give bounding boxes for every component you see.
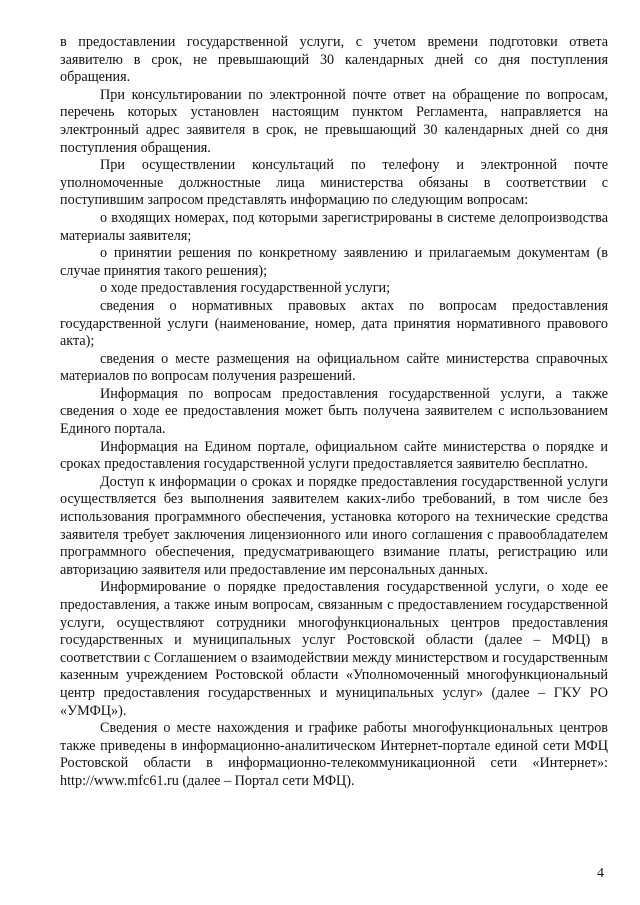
paragraph-email-consultation: При консультировании по электронной почте ответ на обращение по вопросам, перечень которых установлен настоящим пунктом Регламента, направляется на электронный адрес заявителя в срок, не превышающий 30 календарных дней со дня поступления обращения.: [60, 86, 608, 156]
document-page: [60, 34, 608, 791]
page-number: 4: [597, 866, 604, 881]
paragraph-phone-email-duties: При осуществлении консультаций по телефону и электронной почте уполномоченные должностные лица министерства обязаны в соответствии с поступившим запросом представлять информацию по следующим вопросам:: [60, 157, 608, 209]
paragraph-unified-portal: Информация по вопросам предоставления государственной услуги, а также сведения о ходе ее предоставления может быть получена заявителем с использованием Единого портала.: [60, 385, 608, 438]
list-item-reference-materials: сведения о месте размещения на официальном сайте министерства справочных материалов по вопросам получения разрешений.: [60, 350, 608, 385]
list-item-incoming-numbers: о входящих номерах, под которыми зарегистрированы в системе делопроизводства материалы заявителя;: [60, 209, 608, 244]
list-item-normative-acts: сведения о нормативных правовых актах по вопросам предоставления государственной услуги (наименование, номер, дата принятия нормативного правового акта);: [60, 297, 608, 350]
paragraph-mfc-informing: Информирование о порядке предоставления государственной услуги, о ходе ее предоставления, а также иным вопросам, связанным с предоставлением государственной услуги, осуществляют сотрудники многофункциональных центров предоставления государственных и муниципальных услуг Ростовской области (далее – МФЦ) в соответствии с Соглашением о взаимодействии между министерством и государственным казенным учреждением Ростовской области «Уполномоченный многофункциональный центр предоставления государственных и муниципальных услуг» (далее – ГКУ РО «УМФЦ»).: [60, 579, 608, 719]
paragraph-access-requirements: Доступ к информации о сроках и порядке предоставления государственной услуги осуществляется без выполнения заявителем каких-либо требований, в том числе без использования программного обеспечения, установка которого на технические средства заявителя требует заключения лицензионного или иного соглашения с правообладателем программного обеспечения, предусматривающего взимание платы, регистрацию или авторизацию заявителя или предоставление им персональных данных.: [60, 473, 608, 578]
list-item-decision: о принятии решения по конкретному заявлению и прилагаемым документам (в случае принятия такого решения);: [60, 245, 608, 279]
list-item-progress: о ходе предоставления государственной услуги;: [100, 280, 391, 297]
paragraph-continuation: в предоставлении государственной услуги, с учетом времени подготовки ответа заявителю в срок, не превышающий 30 календарных дней со дня поступления обращения.: [60, 34, 608, 86]
paragraph-mfc-locations: Сведения о месте нахождения и графике работы многофункциональных центров также приведены в информационно-аналитическом Интернет-портале единой сети МФЦ Ростовской области в информационно-телекоммуникационной сети «Интернет»: http://www.mfc61.ru (далее – Портал сети МФЦ).: [60, 720, 608, 789]
paragraph-free-info: Информация на Едином портале, официальном сайте министерства о порядке и сроках предоставления государственной услуги предоставляется заявителю бесплатно.: [60, 438, 608, 473]
